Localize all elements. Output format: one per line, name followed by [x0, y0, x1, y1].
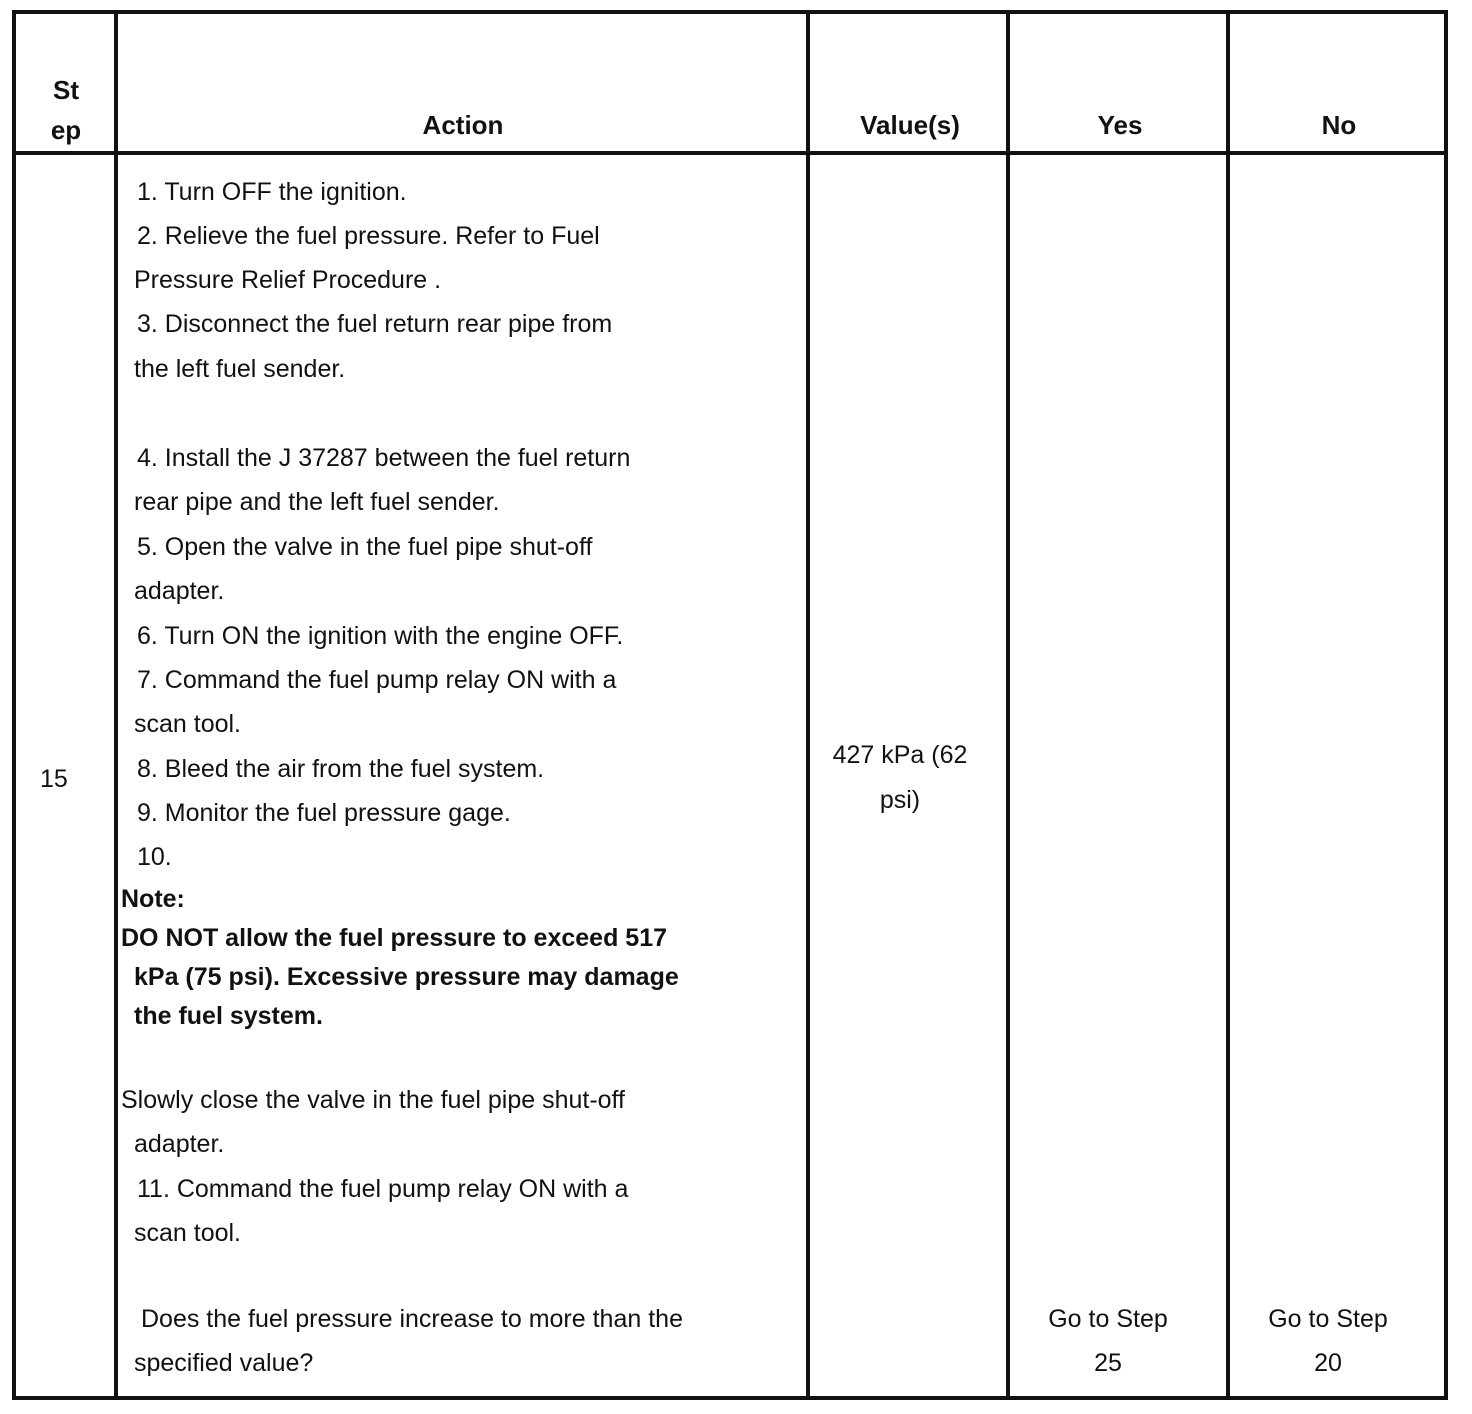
- value-line: 427 kPa (62: [832, 741, 968, 769]
- action-line: scan tool.: [134, 710, 242, 738]
- action-line: 7. Command the fuel pump relay ON with a: [137, 666, 617, 694]
- action-line: 9. Monitor the fuel pressure gage.: [137, 799, 511, 827]
- note-line: kPa (75 psi). Excessive pressure may damage: [134, 963, 679, 991]
- action-line: 2. Relieve the fuel pressure. Refer to Fuel: [137, 222, 600, 250]
- action-line: 6. Turn ON the ignition with the engine OFF.: [137, 622, 624, 650]
- action-line: 5. Open the valve in the fuel pipe shut-off: [137, 533, 593, 561]
- action-line: 11. Command the fuel pump relay ON with a: [137, 1175, 629, 1203]
- no-step-number: 20: [1314, 1349, 1342, 1377]
- yes-goto-step: Go to Step: [1048, 1305, 1168, 1333]
- table-bottom-border: [12, 1396, 1448, 1400]
- note-line: DO NOT allow the fuel pressure to exceed 517: [121, 924, 668, 952]
- action-line: scan tool.: [134, 1219, 242, 1247]
- action-line: 10.: [137, 843, 172, 871]
- border-action-values: [806, 10, 810, 1400]
- border-right: [1444, 10, 1448, 1400]
- question-line: specified value?: [134, 1349, 314, 1377]
- action-line: 4. Install the J 37287 between the fuel return: [137, 444, 631, 472]
- border-values-yes: [1006, 10, 1010, 1400]
- header-step: St ep: [50, 75, 82, 145]
- action-line: rear pipe and the left fuel sender.: [134, 488, 500, 516]
- action-line: 1. Turn OFF the ignition.: [137, 178, 407, 206]
- header-no: No: [1321, 110, 1357, 140]
- action-line: adapter.: [134, 577, 225, 605]
- header-values: Value(s): [860, 110, 960, 140]
- action-line: Pressure Relief Procedure .: [134, 266, 442, 294]
- action-line: adapter.: [134, 1130, 225, 1158]
- action-line: 3. Disconnect the fuel return rear pipe from: [137, 310, 613, 338]
- border-step-action: [114, 10, 118, 1400]
- note-label: Note:: [121, 885, 185, 913]
- question-line: Does the fuel pressure increase to more than the: [141, 1305, 683, 1333]
- step-number: 15: [40, 765, 68, 793]
- table-top-border: [12, 10, 1448, 14]
- border-yes-no: [1226, 10, 1230, 1400]
- border-left: [12, 10, 16, 1400]
- header-yes: Yes: [1097, 110, 1143, 140]
- action-line: the left fuel sender.: [134, 355, 346, 383]
- header-bottom-border: [12, 151, 1448, 155]
- yes-step-number: 25: [1094, 1349, 1122, 1377]
- action-line: 8. Bleed the air from the fuel system.: [137, 755, 545, 783]
- header-action: Action: [422, 110, 504, 140]
- action-line: Slowly close the valve in the fuel pipe shut-off: [121, 1086, 625, 1114]
- value-line: psi): [879, 786, 921, 814]
- no-goto-step: Go to Step: [1268, 1305, 1388, 1333]
- note-line: the fuel system.: [134, 1002, 323, 1030]
